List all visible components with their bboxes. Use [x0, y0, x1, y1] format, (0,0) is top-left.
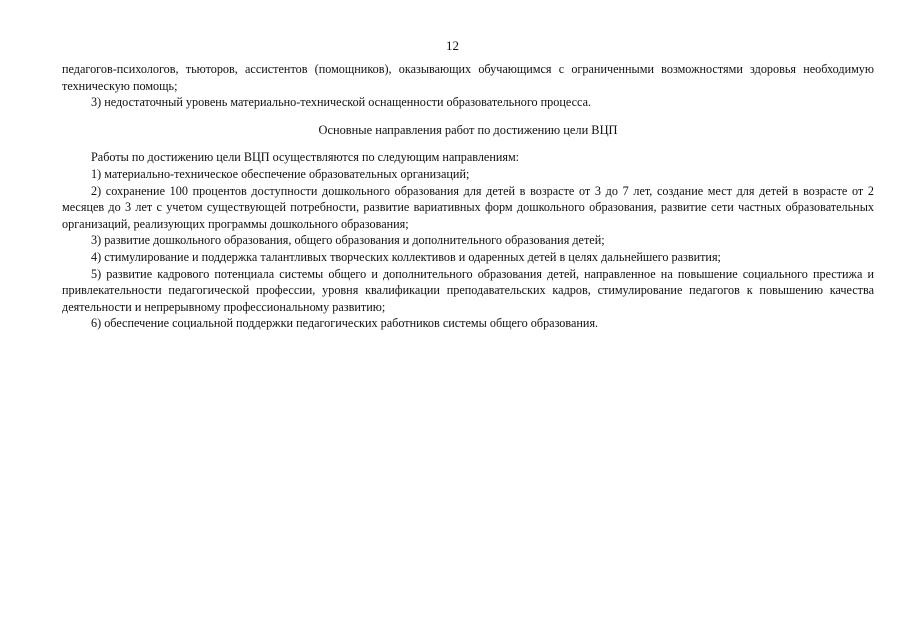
direction-item-1: 1) материально-техническое обеспечение образовательных организаций; — [91, 166, 470, 181]
intro-continuation-paragraph: педагогов-психологов, тьюторов, ассистентов (помощников), оказывающих обучающимся с ограниченными возможностями здоровья необходимую техническую помощь; — [62, 62, 874, 93]
problem-item-3: 3) недостаточный уровень материально-технической оснащенности образовательного процесса. — [91, 95, 592, 110]
direction-item-5: 5) развитие кадрового потенциала системы общего и дополнительного образования детей, направленное на повышение социального престижа и привлекательности педагогической профессии, уровня квалификации преподавательских кадров, стимулирование педагогов к повышению качества деятельности и непрерывному профессиональному развитию; — [62, 266, 874, 314]
direction-item-2: 2) сохранение 100 процентов доступности дошкольного образования для детей в возрасте от 3 до 7 лет, создание мест для детей в возрасте от 2 месяцев до 3 лет с учетом существующей потребности, развитие вариативных форм дошкольного образования, развитие сети частных образовательных организаций, реализующих программы дошкольного образования; — [62, 183, 874, 231]
page-number: 12 — [446, 38, 459, 53]
direction-item-3: 3) развитие дошкольного образования, общего образования и дополнительного образования детей; — [91, 233, 605, 248]
lead-paragraph: Работы по достижению цели ВЦП осуществляются по следующим направлениям: — [91, 150, 520, 165]
document-body — [62, 61, 874, 332]
direction-item-6: 6) обеспечение социальной поддержки педагогических работников системы общего образования. — [91, 316, 599, 331]
section-heading: Основные направления работ по достижению цели ВЦП — [318, 122, 618, 137]
direction-item-4: 4) стимулирование и поддержка талантливых творческих коллективов и одаренных детей в целях дальнейшего развития; — [91, 249, 721, 264]
